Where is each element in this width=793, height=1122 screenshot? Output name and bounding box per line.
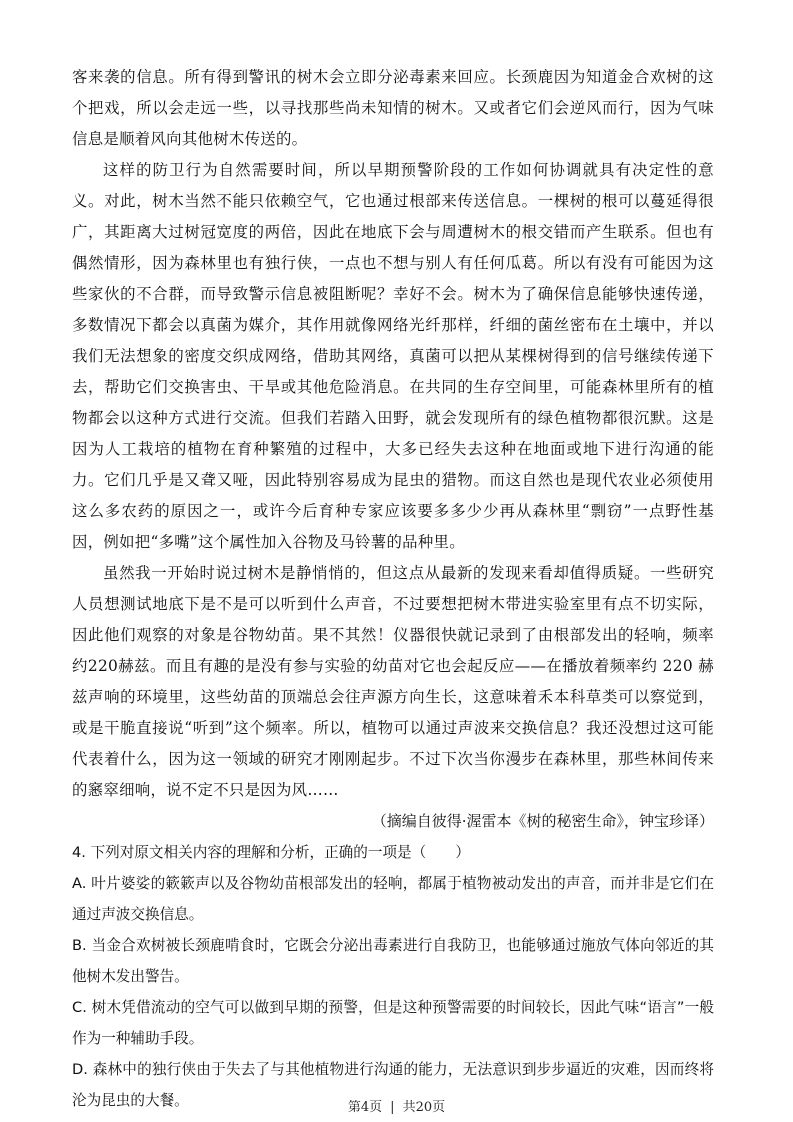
- page-total: 共20页: [402, 1100, 446, 1115]
- option-d: D. 森林中的独行侠由于失去了与其他植物进行沟通的能力，无法意识到步步逼近的灾难，因而终将沦为昆虫的大餐。: [72, 1061, 714, 1109]
- option-c: C. 树木凭借流动的空气可以做到早期的预警，但是这种预警需要的时间较长，因此气味“语言”一般作为一种辅助手段。: [72, 999, 714, 1047]
- passage-citation: （摘编自彼得·渥雷本《树的秘密生命》，钟宝珍译）: [371, 812, 714, 830]
- question-stem: 4. 下列对原文相关内容的理解和分析，正确的一项是（ ）: [72, 844, 471, 861]
- page-number: 第4页: [347, 1100, 383, 1115]
- passage-paragraph-2: 这样的防卫行为自然需要时间，所以早期预警阶段的工作如何协调就具有决定性的意义。对此，树木当然不能只依赖空气，它也通过根部来传送信息。一棵树的根可以蔓延得很广，其距离大过树冠宽度的两倍，因此在地底下会与周遭树木的根交错而产生联系。但也有偶然情形，因为森林里也有独行侠，一点也不想与别人有任何瓜葛。所以有没有可能因为这些家伙的不合群，而导致警示信息被阻断呢？幸好不会。树木为了确保信息能够快速传递，多数情况下都会以真菌为媒介，其作用就像网络光纤那样，纤细的菌丝密布在土壤中，并以我们无法想象的密度交织成网络，借助其网络，真菌可以把从某棵树得到的信号继续传递下去，帮助它们交换害虫、干旱或其他危险消息。在共同的生存空间里，可能森林里所有的植物都会以这种方式进行交流。但我们若踏入田野，就会发现所有的绿色植物都很沉默。这是因为人工栽培的植物在育种繁殖的过程中，大多已经失去这种在地面或地下进行沟通的能力。它们几乎是又聋又哑，因此特别容易成为昆虫的猎物。而这自然也是现代农业必须使用这么多农药的原因之一，或许今后育种专家应该要多多少少再从森林里“剽窃”一点野性基因，例如把“多嘴”这个属性加入谷物及马铃薯的品种里。: [72, 161, 714, 551]
- document-page: [72, 62, 714, 1116]
- option-b: B. 当金合欢树被长颈鹿啃食时，它既会分泌出毒素进行自我防卫，也能够通过施放气体向邻近的其他树木发出警告。: [72, 937, 714, 985]
- footer-separator: |: [390, 1100, 395, 1115]
- option-a: A. 叶片婆娑的簌簌声以及谷物幼苗根部发出的轻响，都属于植物被动发出的声音，而并非是它们在通过声波交换信息。: [72, 875, 714, 923]
- page-footer: [0, 1096, 793, 1115]
- passage-paragraph-1: 客来袭的信息。所有得到警讯的树木会立即分泌毒素来回应。长颈鹿因为知道金合欢树的这个把戏，所以会走远一些，以寻找那些尚未知情的树木。又或者它们会逆风而行，因为气味信息是顺着风向其他树木传送的。: [72, 68, 714, 148]
- passage-paragraph-3: 虽然我一开始时说过树木是静悄悄的，但这点从最新的发现来看却值得质疑。一些研究人员想测试地底下是不是可以听到什么声音，不过要想把树木带进实验室里有点不切实际，因此他们观察的对象是谷物幼苗。果不其然！仪器很快就记录到了由根部发出的轻响，频率约220赫兹。而且有趣的是没有参与实验的幼苗对它也会起反应——在播放着频率约 220 赫兹声响的环境里，这些幼苗的顶端总会往声源方向生长，这意味着禾本科草类可以察觉到，或是干脆直接说“听到”这个频率。所以，植物可以通过声波来交换信息？我还没想过这可能代表着什么，因为这一领域的研究才刚刚起步。不过下次当你漫步在森林里，那些林间传来的窸窣细响，说不定不只是因为风……: [72, 564, 714, 799]
